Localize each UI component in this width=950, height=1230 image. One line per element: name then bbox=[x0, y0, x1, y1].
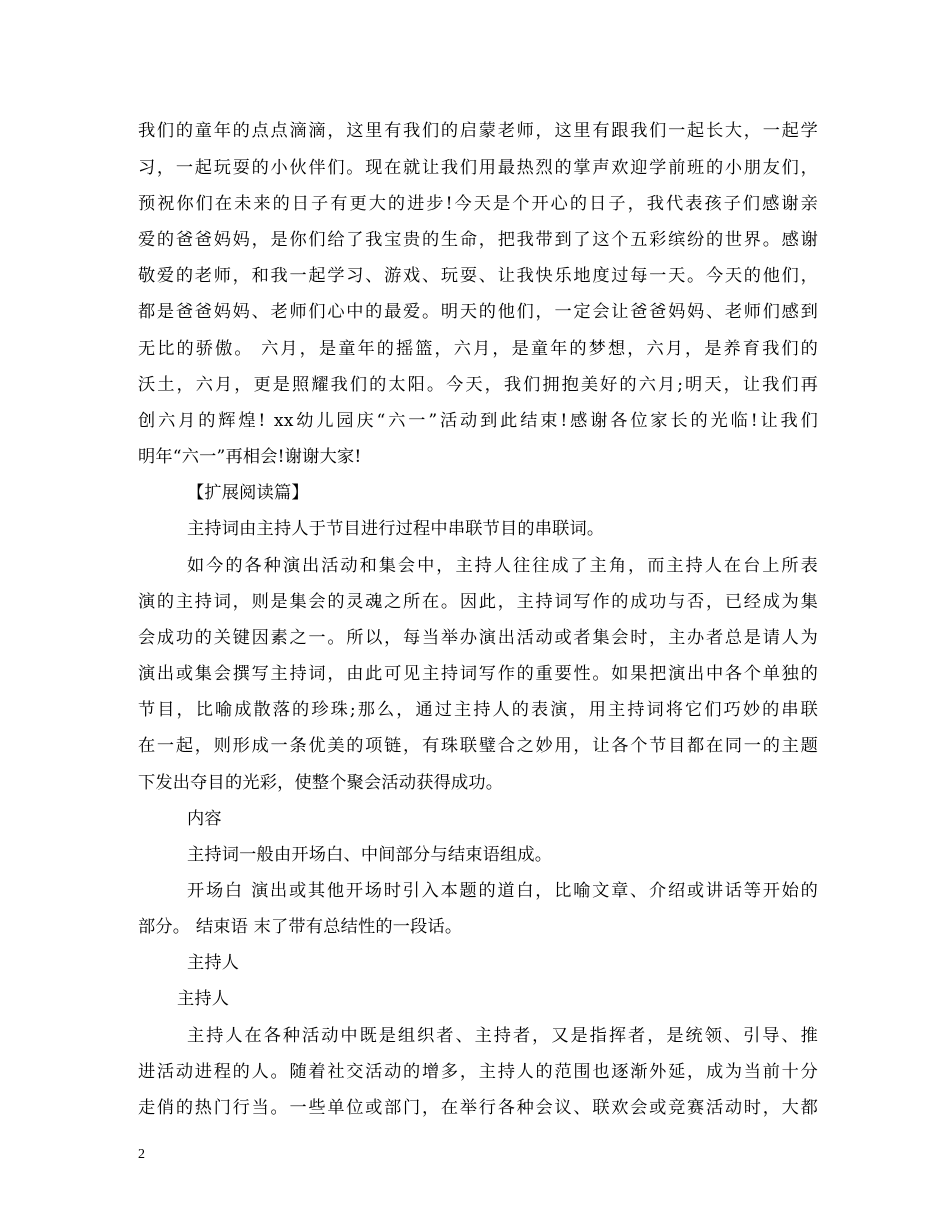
text-line: 走俏的热门行当。一些单位或部门，在举行各种会议、联欢会或竞赛活动时，大都 bbox=[138, 1098, 818, 1118]
text-line: 开场白 演出或其他开场时引入本题的道白，比喻文章、介绍或讲话等开始的 bbox=[187, 881, 818, 901]
text-line: 创六月的辉煌! xx幼儿园庆“六一”活动到此结束!感谢各位家长的光临!让我们 bbox=[138, 411, 818, 431]
text-line: 敬爱的老师，和我一起学习、游戏、玩耍、让我快乐地度过每一天。今天的他们， bbox=[138, 266, 818, 286]
text-line: 爱的爸爸妈妈，是你们给了我宝贵的生命，把我带到了这个五彩缤纷的世界。感谢 bbox=[138, 230, 818, 250]
subheading: 主持人 bbox=[177, 989, 230, 1009]
text-line: 演的主持词，则是集会的灵魂之所在。因此，主持词写作的成功与否，已经成为集 bbox=[138, 592, 818, 612]
text-line: 明年“六一”再相会!谢谢大家! bbox=[138, 447, 362, 467]
subheading: 内容 bbox=[187, 809, 222, 829]
text-line: 进活动进程的人。随着社交活动的增多，主持人的范围也逐渐外延，成为当前十分 bbox=[138, 1062, 818, 1082]
text-line: 部分。 结束语 末了带有总结性的一段话。 bbox=[138, 917, 463, 937]
text-line: 都是爸爸妈妈、老师们心中的最爱。明天的他们，一定会让爸爸妈妈、老师们感到 bbox=[138, 302, 818, 322]
text-line: 沃土，六月，更是照耀我们的太阳。今天，我们拥抱美好的六月;明天，让我们再 bbox=[138, 375, 818, 395]
text-line: 在一起，则形成一条优美的项链，有珠联璧合之妙用，让各个节目都在同一的主题 bbox=[138, 736, 818, 756]
text-line: 习，一起玩耍的小伙伴们。现在就让我们用最热烈的掌声欢迎学前班的小朋友们， bbox=[138, 158, 818, 178]
section-heading: 【扩展阅读篇】 bbox=[187, 483, 309, 503]
text-line: 主持词一般由开场白、中间部分与结束语组成。 bbox=[187, 845, 553, 865]
text-line: 主持人在各种活动中既是组织者、主持者，又是指挥者，是统领、引导、推 bbox=[187, 1026, 818, 1046]
text-line: 演出或集会撰写主持词，由此可见主持词写作的重要性。如果把演出中各个单独的 bbox=[138, 664, 818, 684]
page-number: 2 bbox=[138, 1147, 145, 1162]
text-line: 无比的骄傲。 六月，是童年的摇篮，六月，是童年的梦想，六月，是养育我们的 bbox=[138, 339, 818, 359]
text-line: 主持词由主持人于节目进行过程中串联节目的串联词。 bbox=[187, 519, 605, 539]
text-line: 预祝你们在未来的日子有更大的进步!今天是个开心的日子，我代表孩子们感谢亲 bbox=[138, 194, 818, 214]
text-line: 下发出夺目的光彩，使整个聚会活动获得成功。 bbox=[138, 773, 504, 793]
text-line: 节目，比喻成散落的珍珠;那么，通过主持人的表演，用主持词将它们巧妙的串联 bbox=[138, 700, 818, 720]
text-line: 如今的各种演出活动和集会中，主持人往往成了主角，而主持人在台上所表 bbox=[187, 556, 818, 576]
text-line: 会成功的关键因素之一。所以，每当举办演出活动或者集会时，主办者总是请人为 bbox=[138, 628, 818, 648]
subheading: 主持人 bbox=[187, 953, 240, 973]
text-line: 我们的童年的点点滴滴，这里有我们的启蒙老师，这里有跟我们一起长大，一起学 bbox=[138, 121, 818, 141]
